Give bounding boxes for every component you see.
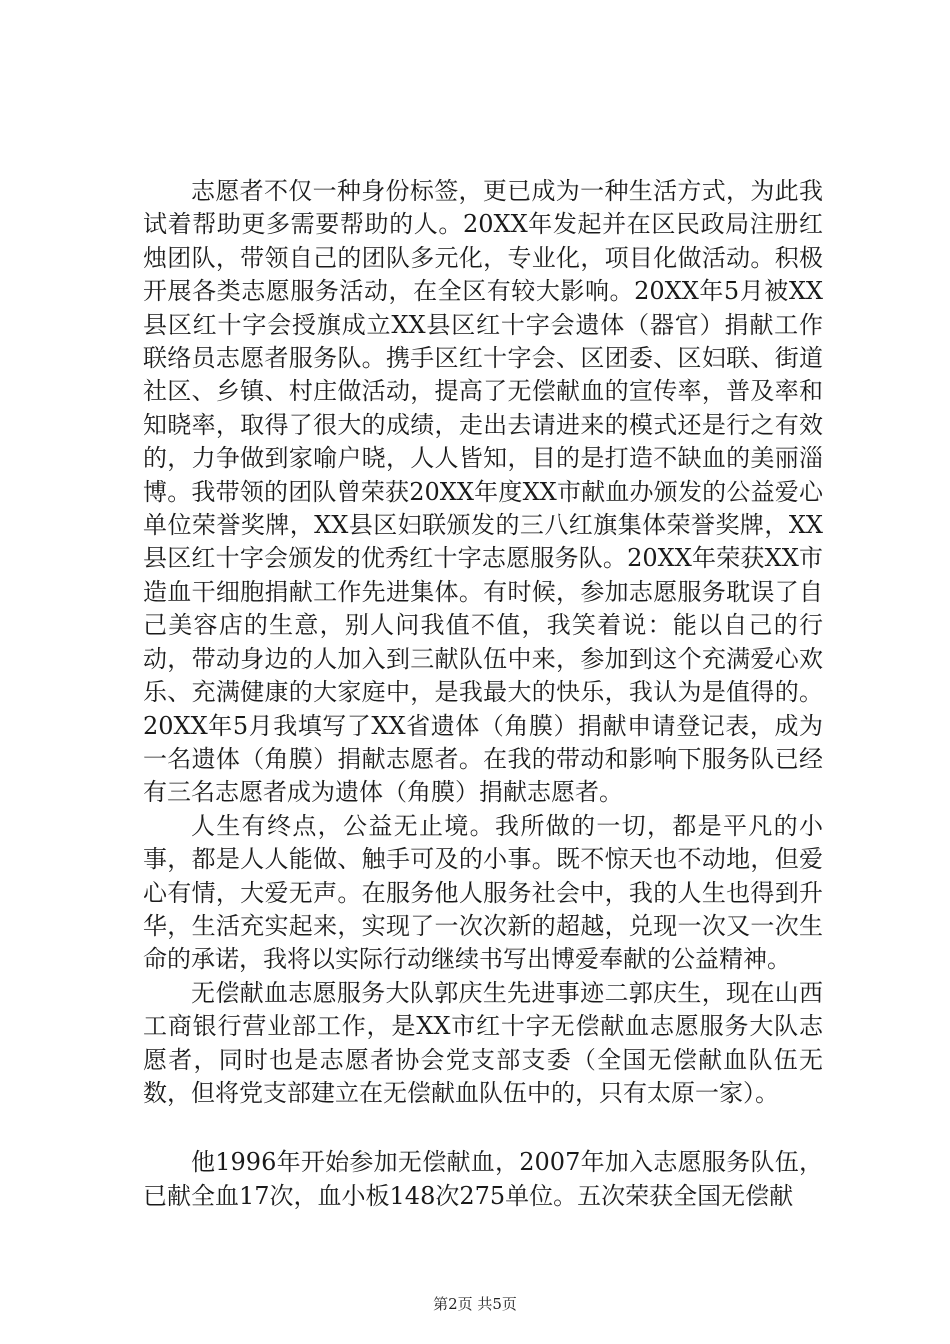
paragraph-guo-qingsheng-intro: 无偿献血志愿服务大队郭庆生先进事迹二郭庆生，现在山西工商银行营业部工作，是XX市红十字无偿献血志愿服务大队志愿者，同时也是志愿者协会党支部支委（全国无偿献血队伍无数，但将党支部建立在无偿献血队伍中的，只有太原一家）。 <box>143 978 823 1107</box>
page-number-footer: 第2页 共5页 <box>433 1295 517 1313</box>
paragraph-volunteer-lifestyle: 志愿者不仅一种身份标签，更已成为一种生活方式，为此我试着帮助更多需要帮助的人。20XX年发起并在区民政局注册红烛团队，带领自己的团队多元化，专业化，项目化做活动。积极开展各类志愿服务活动，在全区有较大影响。20XX年5月被XX县区红十字会授旗成立XX县区红十字会遗体（器官）捐献工作联络员志愿者服务队。携手区红十字会、区团委、区妇联、街道社区、乡镇、村庄做活动，提高了无偿献血的宣传率，普及率和知晓率，取得了很大的成绩，走出去请进来的模式还是行之有效的，力争做到家喻户晓，人人皆知，目的是打造不缺血的美丽淄博。我带领的团队曾荣获20XX年度XX市献血办颁发的公益爱心单位荣誉奖牌，XX县区妇联颁发的三八红旗集体荣誉奖牌，XX县区红十字会颁发的优秀红十字志愿服务队。20XX年荣获XX市造血干细胞捐献工作先进集体。有时候，参加志愿服务耽误了自己美容店的生意，别人问我值不值，我笑着说：能以自己的行动，带动身边的人加入到三献队伍中来，参加到这个充满爱心欢乐、充满健康的大家庭中，是我最大的快乐，我认为是值得的。20XX年5月我填写了XX省遗体（角膜）捐献申请登记表，成为一名遗体（角膜）捐献志愿者。在我的带动和影响下服务队已经有三名志愿者成为遗体（角膜）捐献志愿者。 <box>143 177 823 807</box>
paragraph-public-welfare-spirit: 人生有终点，公益无止境。我所做的一切，都是平凡的小事，都是人人能做、触手可及的小事。既不惊天也不动地，但爱心有情，大爱无声。在服务他人服务社会中，我的人生也得到升华，生活充实起来，实现了一次次新的超越，兑现一次又一次生命的承诺，我将以实际行动继续书写出博爱奉献的公益精神。 <box>143 811 823 974</box>
paragraph-blood-donation-record: 他1996年开始参加无偿献血，2007年加入志愿服务队伍，已献全血17次，血小板148次275单位。五次荣获全国无偿献 <box>143 1148 823 1210</box>
document-body <box>143 175 823 1213</box>
